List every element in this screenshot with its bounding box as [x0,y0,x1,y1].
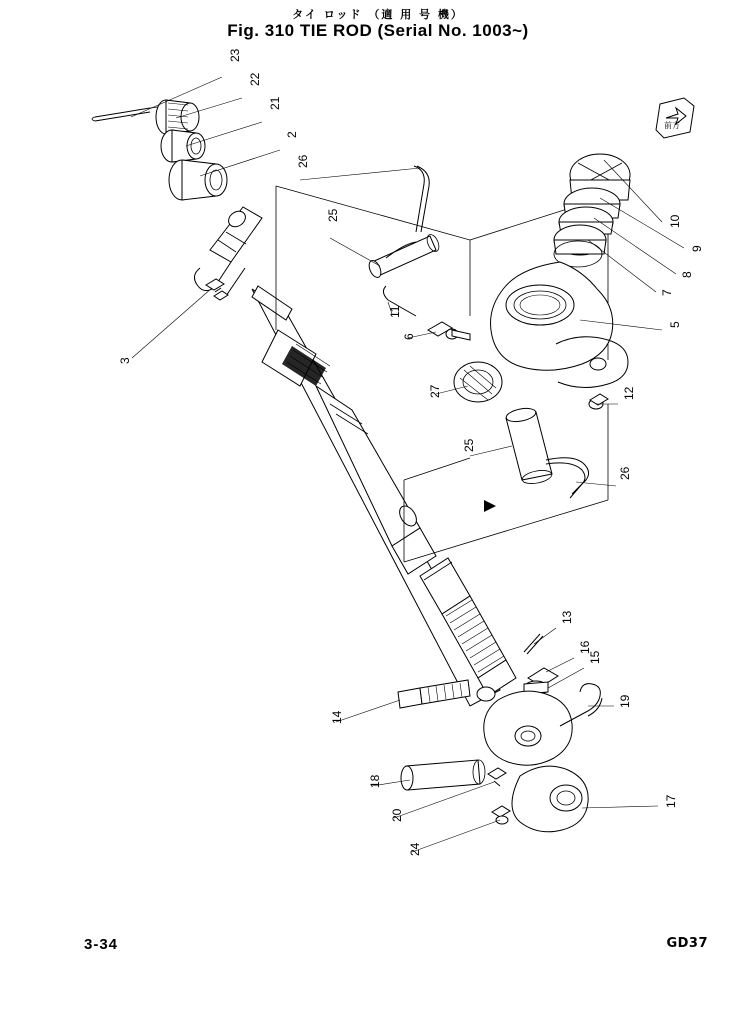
callout-number-25: 25 [326,208,340,222]
callout-number-25: 25 [462,438,476,452]
direction-note-label: 前方 [664,121,680,130]
callout-number-22: 22 [248,72,262,86]
knuckle-housing-assembly [383,154,630,409]
callout-number-26: 26 [296,154,310,168]
callout-number-13: 13 [560,610,574,624]
callout-number-2: 2 [285,131,299,138]
direction-note-symbol [656,98,694,138]
page-number: 3-34 [84,936,119,953]
header-japanese-title: タイ ロッド （適 用 号 機） [292,8,464,21]
tie-rod-body [252,286,516,706]
part-2-bushing [169,160,227,200]
tie-rod-upper-yoke [194,207,262,296]
callout-number-10: 10 [668,214,682,228]
drawing-code: GD37 [666,936,708,951]
callout-number-26: 26 [618,466,632,480]
part-26-retaining-wire-lower [546,458,589,498]
callout-number-9: 9 [690,245,704,252]
callout-number-24: 24 [408,842,422,856]
callout-number-5: 5 [668,321,682,328]
callout-number-12: 12 [622,386,636,400]
callout-number-16: 16 [578,640,592,654]
part-21-collar [161,130,205,162]
part-22-slotted-nut [156,100,199,134]
callout-number-20: 20 [390,808,404,822]
callout-number-7: 7 [660,289,674,296]
callout-number-27: 27 [428,384,442,398]
callout-number-11: 11 [388,305,402,318]
part-25-pin-lower [505,406,553,486]
callout-number-14: 14 [330,710,344,724]
callout-number-3: 3 [118,357,132,364]
callout-number-8: 8 [680,271,694,278]
callout-number-6: 6 [402,333,416,340]
callout-number-15: 15 [588,650,602,664]
page-title: Fig. 310 TIE ROD (Serial No. 1003~) [227,21,529,40]
callout-number-19: 19 [618,694,632,708]
callout-number-18: 18 [368,774,382,788]
part-23-cotter-pin [92,106,165,121]
part-25-pin-upper [367,233,441,280]
callout-number-17: 17 [664,794,678,808]
callout-number-21: 21 [268,96,282,110]
part-3-grease-fitting [206,279,228,300]
callout-number-23: 23 [228,48,242,62]
